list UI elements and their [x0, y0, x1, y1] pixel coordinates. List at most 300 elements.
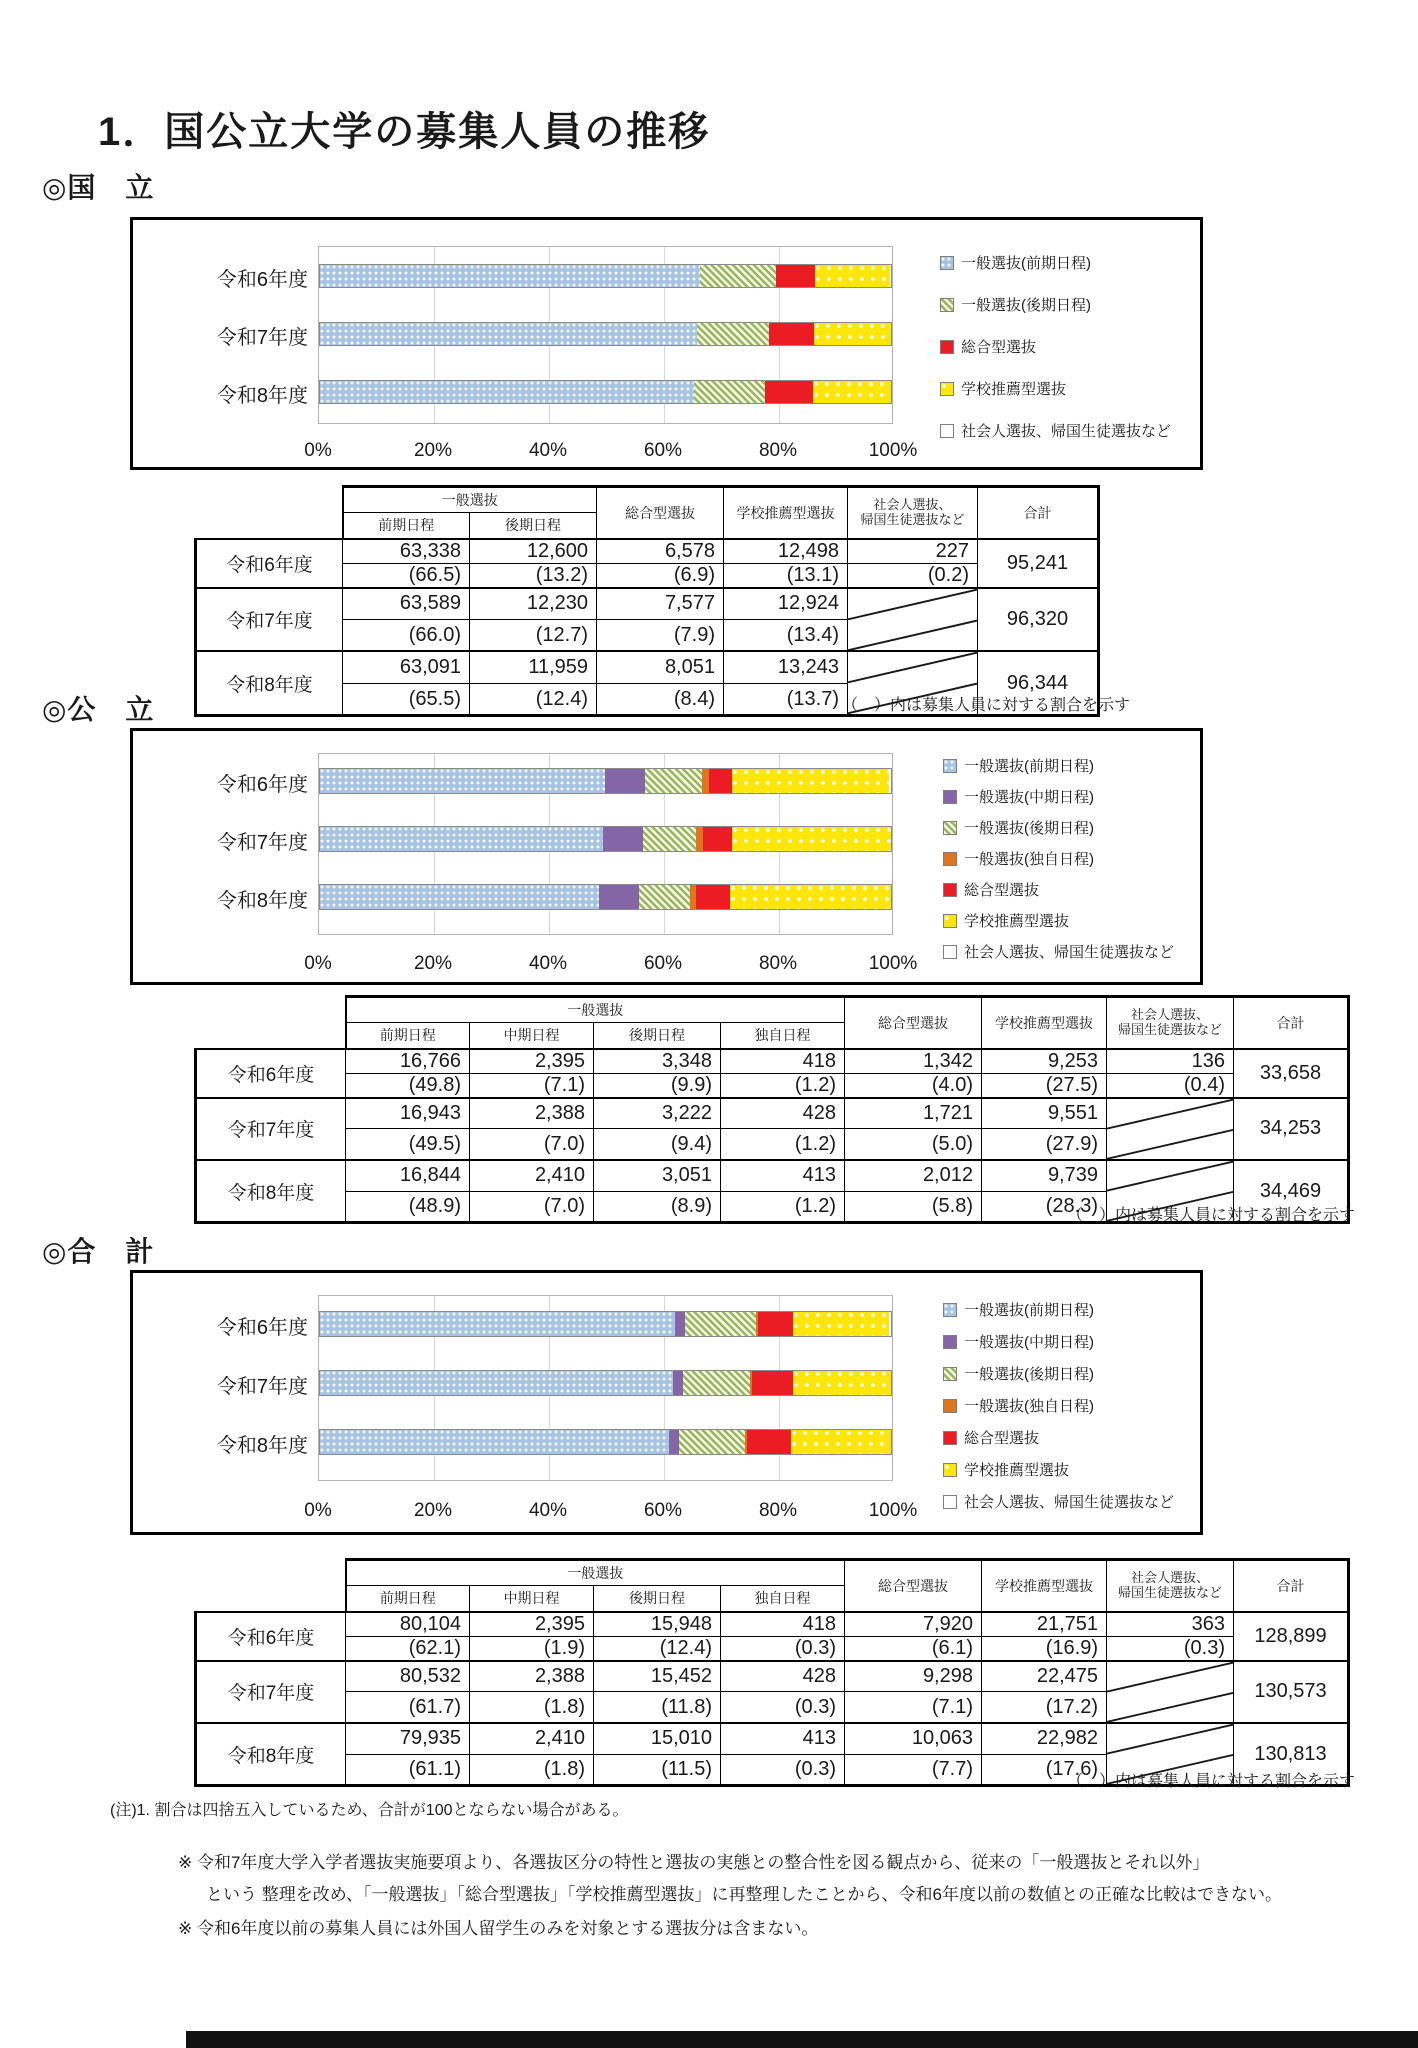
count-cell: 80,104 — [346, 1612, 470, 1637]
legend-item — [940, 294, 1091, 315]
count-cell: 16,766 — [346, 1049, 470, 1074]
stacked-bar — [319, 826, 892, 852]
bar-segment-zenki — [320, 1371, 673, 1395]
subheader-cell: 前期日程 — [346, 1023, 470, 1049]
year-cell: 令和6年度 — [196, 539, 343, 588]
count-cell: 63,338 — [343, 539, 470, 564]
bar-segment-sougou — [696, 885, 729, 909]
diagonal-cell — [848, 588, 978, 652]
stacked-bar — [319, 768, 892, 794]
bar-segment-sougou — [765, 381, 813, 403]
axis-tick-label: 20% — [413, 953, 453, 974]
bar-category-label: 令和6年度 — [216, 1317, 308, 1339]
total-cell: 34,469 — [1234, 1160, 1349, 1223]
legend-swatch-suisen — [943, 1463, 957, 1477]
section-heading-national: ◎国 立 — [42, 172, 155, 203]
subheader-cell: 後期日程 — [470, 513, 597, 539]
percent-cell: (4.0) — [845, 1073, 982, 1098]
percent-cell: (12.7) — [470, 619, 597, 651]
subheader-cell: 中期日程 — [470, 1023, 594, 1049]
bar-segment-sougou — [752, 1371, 793, 1395]
subheader-cell: 前期日程 — [343, 513, 470, 539]
legend-item — [943, 910, 1069, 931]
subheader-cell: 中期日程 — [470, 1586, 594, 1612]
year-cell: 令和7年度 — [196, 1098, 346, 1160]
bar-segment-zenki — [320, 1312, 675, 1336]
legend-item — [943, 1363, 1094, 1384]
legend-swatch-dokuji — [943, 1399, 957, 1413]
bar-segment-chuki — [605, 769, 646, 793]
count-cell: 8,051 — [597, 651, 724, 683]
count-cell: 418 — [721, 1612, 845, 1637]
percent-cell: (27.9) — [982, 1129, 1107, 1160]
header-general: 一般選抜 — [343, 487, 597, 513]
percent-cell: (0.3) — [721, 1754, 845, 1786]
subheader-cell: 独自日程 — [721, 1586, 845, 1612]
stacked-bar — [319, 1311, 892, 1337]
axis-tick-label: 20% — [413, 1500, 453, 1521]
bar-segment-chuki — [669, 1430, 679, 1454]
diagonal-strike — [1107, 1662, 1233, 1722]
bar-category-label: 令和6年度 — [216, 774, 308, 796]
percent-cell: (62.1) — [346, 1636, 470, 1661]
legend-item — [943, 1331, 1094, 1352]
total-cell: 96,320 — [978, 588, 1099, 652]
header-cell: 総合型選抜 — [845, 1560, 982, 1612]
percent-cell: (7.0) — [470, 1129, 594, 1160]
diagonal-cell — [1107, 1661, 1234, 1723]
bar-segment-suisen — [813, 381, 891, 403]
percent-cell: (1.9) — [470, 1636, 594, 1661]
bar-category-label: 令和8年度 — [216, 385, 308, 407]
legend-item-label: 社会人選抜、帰国生徒選抜など — [964, 944, 1175, 961]
table-header-row — [196, 487, 1099, 513]
count-cell: 428 — [721, 1098, 845, 1129]
bar-segment-suisen — [730, 885, 891, 909]
percent-cell: (11.5) — [594, 1754, 721, 1786]
count-cell: 2,395 — [470, 1049, 594, 1074]
bar-segment-shakai — [889, 769, 891, 793]
ratio-note-public: （ ）内は募集人員に対する割合を示す — [1066, 1207, 1355, 1224]
legend-item-label: 一般選抜(独自日程) — [964, 851, 1094, 868]
corner-empty-cell — [196, 1560, 346, 1612]
percent-cell: (1.8) — [470, 1692, 594, 1723]
legend-item-label: 一般選抜(前期日程) — [961, 255, 1091, 272]
header-cell: 総合型選抜 — [845, 997, 982, 1049]
bar-segment-zenki — [320, 265, 700, 287]
legend-swatch-chuki — [943, 790, 957, 804]
year-cell: 令和7年度 — [196, 1661, 346, 1723]
table-header-row — [196, 1560, 1349, 1586]
bar-segment-kouki — [694, 381, 765, 403]
legend-item — [943, 941, 1174, 962]
plot-area — [318, 246, 893, 424]
percent-cell: (7.7) — [845, 1754, 982, 1786]
percent-cell: (0.3) — [1107, 1636, 1234, 1661]
percent-cell: (17.6) — [982, 1754, 1107, 1786]
count-cell: 6,578 — [597, 539, 724, 564]
legend-item — [940, 378, 1066, 399]
legend-item-label: 一般選抜(後期日程) — [964, 1366, 1094, 1383]
percent-cell: (5.8) — [845, 1191, 982, 1223]
ratio-note-total: （ ）内は募集人員に対する割合を示す — [1066, 1773, 1355, 1790]
ratio-note-national: （ ）内は募集人員に対する割合を示す — [841, 697, 1130, 714]
bar-segment-kouki — [697, 323, 770, 345]
percent-cell: (13.2) — [470, 563, 597, 588]
bar-segment-sougou — [747, 1430, 791, 1454]
percent-cell: (1.2) — [721, 1073, 845, 1098]
bar-segment-suisen — [815, 265, 890, 287]
legend-swatch-shakai — [943, 1495, 957, 1509]
count-cell: 2,410 — [470, 1723, 594, 1754]
axis-tick-label: 60% — [643, 440, 683, 461]
table-row-counts — [196, 1661, 1349, 1692]
legend-swatch-zenki — [940, 256, 954, 270]
header-cell: 総合型選抜 — [597, 487, 724, 539]
count-cell: 227 — [848, 539, 978, 564]
year-cell: 令和8年度 — [196, 651, 343, 715]
count-cell: 16,844 — [346, 1160, 470, 1191]
bar-segment-zenki — [320, 769, 605, 793]
legend-item-label: 一般選抜(前期日程) — [964, 758, 1094, 775]
axis-tick-label: 100% — [868, 1500, 918, 1521]
header-cell: 学校推薦型選抜 — [724, 487, 848, 539]
percent-cell: (49.5) — [346, 1129, 470, 1160]
header-general: 一般選抜 — [346, 997, 845, 1023]
percent-cell: (66.5) — [343, 563, 470, 588]
count-cell: 12,498 — [724, 539, 848, 564]
count-cell: 1,721 — [845, 1098, 982, 1129]
total-cell: 96,344 — [978, 651, 1099, 715]
count-cell: 9,298 — [845, 1661, 982, 1692]
percent-cell: (0.3) — [721, 1692, 845, 1723]
count-cell: 80,532 — [346, 1661, 470, 1692]
bar-category-label: 令和7年度 — [216, 832, 308, 854]
percent-cell: (7.0) — [470, 1191, 594, 1223]
legend-swatch-suisen — [940, 382, 954, 396]
legend-item-label: 学校推薦型選抜 — [964, 913, 1070, 930]
header-cell: 学校推薦型選抜 — [982, 997, 1107, 1049]
count-cell: 413 — [721, 1160, 845, 1191]
note-foreign-students: ※ 令和6年度以前の募集人員には外国人留学生のみを対象とする選抜分は含まない。 — [178, 1919, 819, 1938]
legend-swatch-shakai — [943, 945, 957, 959]
subheader-cell: 後期日程 — [594, 1586, 721, 1612]
legend-item-label: 総合型選抜 — [961, 339, 1037, 356]
bar-segment-suisen — [814, 323, 891, 345]
year-cell: 令和6年度 — [196, 1049, 346, 1098]
axis-tick-label: 80% — [758, 1500, 798, 1521]
count-cell: 15,010 — [594, 1723, 721, 1754]
footer-black-bar — [186, 2031, 1418, 2048]
count-cell: 63,589 — [343, 588, 470, 620]
percent-cell: (9.9) — [594, 1073, 721, 1098]
page-title: 1．国公立大学の募集人員の推移 — [98, 110, 711, 154]
bar-segment-kouki — [679, 1430, 745, 1454]
axis-tick-label: 60% — [643, 953, 683, 974]
percent-cell: (0.4) — [1107, 1073, 1234, 1098]
legend-swatch-shakai — [940, 424, 954, 438]
legend-item-label: 総合型選抜 — [964, 882, 1040, 899]
table-row-counts — [196, 1160, 1349, 1191]
legend-item-label: 一般選抜(後期日程) — [964, 820, 1094, 837]
bar-category-label: 令和7年度 — [216, 327, 308, 349]
count-cell: 63,091 — [343, 651, 470, 683]
table-row-counts — [196, 539, 1099, 564]
stacked-bar — [319, 322, 892, 346]
bar-segment-suisen — [793, 1371, 891, 1395]
section-heading-public: ◎公 立 — [42, 694, 155, 725]
axis-tick-label: 60% — [643, 1500, 683, 1521]
count-cell: 2,410 — [470, 1160, 594, 1191]
legend-item — [943, 817, 1094, 838]
bar-segment-chuki — [675, 1312, 686, 1336]
legend-item — [940, 252, 1091, 273]
count-cell: 11,959 — [470, 651, 597, 683]
count-cell: 363 — [1107, 1612, 1234, 1637]
stacked-bar — [319, 264, 892, 288]
percent-cell: (48.9) — [346, 1191, 470, 1223]
axis-tick-label: 100% — [868, 440, 918, 461]
count-cell: 16,943 — [346, 1098, 470, 1129]
percent-cell: (9.4) — [594, 1129, 721, 1160]
bar-segment-kouki — [700, 265, 775, 287]
bar-segment-kouki — [639, 885, 690, 909]
bar-segment-chuki — [673, 1371, 683, 1395]
legend-swatch-kouki — [943, 821, 957, 835]
legend-item — [943, 755, 1094, 776]
axis-tick-label: 0% — [304, 1500, 332, 1521]
count-cell: 12,924 — [724, 588, 848, 620]
percent-cell: (1.8) — [470, 1754, 594, 1786]
legend-item-label: 社会人選抜、帰国生徒選抜など — [961, 423, 1172, 440]
percent-cell: (17.2) — [982, 1692, 1107, 1723]
diagonal-strike — [1107, 1099, 1233, 1159]
percent-cell: (1.2) — [721, 1129, 845, 1160]
percent-cell: (8.9) — [594, 1191, 721, 1223]
percent-cell: (7.1) — [845, 1692, 982, 1723]
axis-tick-label: 0% — [304, 440, 332, 461]
percent-cell: (1.2) — [721, 1191, 845, 1223]
percent-cell: (49.8) — [346, 1073, 470, 1098]
section-heading-total: ◎合 計 — [42, 1236, 155, 1267]
total-cell: 33,658 — [1234, 1049, 1349, 1098]
table-row-counts — [196, 1049, 1349, 1074]
count-cell: 15,948 — [594, 1612, 721, 1637]
year-cell: 令和7年度 — [196, 588, 343, 652]
note-reform-line1: ※ 令和7年度大学入学者選抜実施要項より、各選抜区分の特性と選抜の実態との整合性を図る観点から、従来の「一般選抜とそれ以外」 — [178, 1853, 1210, 1872]
legend-item-label: 一般選抜(後期日程) — [961, 297, 1091, 314]
legend-item — [943, 848, 1094, 869]
percent-cell: (13.7) — [724, 683, 848, 716]
count-cell: 2,388 — [470, 1661, 594, 1692]
total-cell: 130,813 — [1234, 1723, 1349, 1786]
legend-swatch-kouki — [940, 298, 954, 312]
year-cell: 令和8年度 — [196, 1160, 346, 1223]
axis-tick-label: 20% — [413, 440, 453, 461]
header-other: 社会人選抜、 帰国生徒選抜など — [1107, 1560, 1234, 1612]
legend-item-label: 一般選抜(独自日程) — [964, 1398, 1094, 1415]
count-cell: 428 — [721, 1661, 845, 1692]
stacked-bar — [319, 1429, 892, 1455]
count-cell: 12,600 — [470, 539, 597, 564]
count-cell: 22,475 — [982, 1661, 1107, 1692]
bar-segment-sougou — [758, 1312, 793, 1336]
count-cell: 10,063 — [845, 1723, 982, 1754]
percent-cell: (6.9) — [597, 563, 724, 588]
header-total: 合計 — [978, 487, 1099, 539]
percent-cell: (6.1) — [845, 1636, 982, 1661]
bar-segment-zenki — [320, 827, 603, 851]
legend-item-label: 一般選抜(前期日程) — [964, 1302, 1094, 1319]
subheader-cell: 前期日程 — [346, 1586, 470, 1612]
data-table-total — [194, 1558, 1350, 1787]
legend-item — [943, 1427, 1039, 1448]
plot-area — [318, 753, 893, 935]
header-total: 合計 — [1234, 997, 1349, 1049]
table-row-percents — [196, 1636, 1349, 1661]
legend-item — [940, 336, 1036, 357]
legend-swatch-dokuji — [943, 852, 957, 866]
count-cell: 3,051 — [594, 1160, 721, 1191]
table-row-counts — [196, 588, 1099, 620]
legend-item — [943, 1459, 1069, 1480]
percent-cell: (66.0) — [343, 619, 470, 651]
bar-segment-zenki — [320, 381, 694, 403]
count-cell: 2,012 — [845, 1160, 982, 1191]
percent-cell: (7.1) — [470, 1073, 594, 1098]
legend-item — [943, 879, 1039, 900]
bar-segment-sougou — [776, 265, 815, 287]
count-cell: 3,222 — [594, 1098, 721, 1129]
bar-segment-suisen — [732, 827, 891, 851]
table-row-counts — [196, 651, 1099, 683]
legend-item-label: 社会人選抜、帰国生徒選抜など — [964, 1494, 1175, 1511]
diagonal-strike — [848, 589, 977, 651]
bar-segment-dokuji — [690, 885, 697, 909]
header-other: 社会人選抜、 帰国生徒選抜など — [1107, 997, 1234, 1049]
bar-segment-suisen — [791, 1430, 892, 1454]
bar-segment-dokuji — [696, 827, 703, 851]
legend-swatch-chuki — [943, 1335, 957, 1349]
stacked-bar — [319, 884, 892, 910]
bar-segment-kouki — [645, 769, 702, 793]
bar-category-label: 令和7年度 — [216, 1376, 308, 1398]
percent-cell: (12.4) — [470, 683, 597, 716]
percent-cell: (13.4) — [724, 619, 848, 651]
stacked-bar — [319, 380, 892, 404]
corner-empty-cell — [196, 487, 343, 539]
count-cell: 1,342 — [845, 1049, 982, 1074]
count-cell: 9,551 — [982, 1098, 1107, 1129]
bar-segment-kouki — [683, 1371, 750, 1395]
header-total: 合計 — [1234, 1560, 1349, 1612]
bar-segment-sougou — [709, 769, 732, 793]
data-table-public — [194, 995, 1350, 1224]
percent-cell: (28.3) — [982, 1191, 1107, 1223]
bar-segment-kouki — [643, 827, 697, 851]
legend-item — [943, 786, 1094, 807]
count-cell: 2,388 — [470, 1098, 594, 1129]
bar-segment-chuki — [603, 827, 643, 851]
legend-swatch-sougou — [943, 883, 957, 897]
bar-category-label: 令和8年度 — [216, 890, 308, 912]
axis-tick-label: 40% — [528, 1500, 568, 1521]
diagonal-cell — [1107, 1098, 1234, 1160]
percent-cell: (5.0) — [845, 1129, 982, 1160]
axis-tick-label: 80% — [758, 440, 798, 461]
table-row-percents — [196, 1073, 1349, 1098]
legend-item-label: 一般選抜(中期日程) — [964, 789, 1094, 806]
count-cell: 2,395 — [470, 1612, 594, 1637]
bar-segment-chuki — [599, 885, 639, 909]
bar-segment-sougou — [769, 323, 814, 345]
count-cell: 7,920 — [845, 1612, 982, 1637]
count-cell: 13,243 — [724, 651, 848, 683]
percent-cell: (11.8) — [594, 1692, 721, 1723]
bar-segment-sougou — [703, 827, 732, 851]
legend-item-label: 一般選抜(中期日程) — [964, 1334, 1094, 1351]
total-cell: 128,899 — [1234, 1612, 1349, 1661]
legend-swatch-suisen — [943, 914, 957, 928]
data-table-national — [194, 485, 1100, 717]
legend-item-label: 総合型選抜 — [964, 1430, 1040, 1447]
axis-tick-label: 80% — [758, 953, 798, 974]
bar-segment-kouki — [685, 1312, 756, 1336]
header-other: 社会人選抜、 帰国生徒選抜など — [848, 487, 978, 539]
percent-cell: (8.4) — [597, 683, 724, 716]
axis-tick-label: 100% — [868, 953, 918, 974]
percent-cell: (61.1) — [346, 1754, 470, 1786]
legend-item-label: 学校推薦型選抜 — [964, 1462, 1070, 1479]
bar-segment-zenki — [320, 323, 697, 345]
total-cell: 34,253 — [1234, 1098, 1349, 1160]
header-general: 一般選抜 — [346, 1560, 845, 1586]
subheader-cell: 独自日程 — [721, 1023, 845, 1049]
legend-swatch-sougou — [943, 1431, 957, 1445]
count-cell: 9,739 — [982, 1160, 1107, 1191]
legend-item — [940, 420, 1171, 441]
percent-cell: (0.2) — [848, 563, 978, 588]
percent-cell: (27.5) — [982, 1073, 1107, 1098]
legend-swatch-zenki — [943, 1303, 957, 1317]
bar-category-label: 令和8年度 — [216, 1435, 308, 1457]
bar-segment-shakai — [890, 265, 891, 287]
count-cell: 9,253 — [982, 1049, 1107, 1074]
axis-tick-label: 0% — [304, 953, 332, 974]
total-cell: 130,573 — [1234, 1661, 1349, 1723]
count-cell: 136 — [1107, 1049, 1234, 1074]
count-cell: 3,348 — [594, 1049, 721, 1074]
table-row-counts — [196, 1612, 1349, 1637]
percent-cell: (16.9) — [982, 1636, 1107, 1661]
year-cell: 令和6年度 — [196, 1612, 346, 1661]
plot-area — [318, 1295, 893, 1481]
bar-segment-zenki — [320, 1430, 669, 1454]
corner-empty-cell — [196, 997, 346, 1049]
bar-segment-zenki — [320, 885, 599, 909]
count-cell: 12,230 — [470, 588, 597, 620]
table-row-counts — [196, 1723, 1349, 1754]
percent-cell: (7.9) — [597, 619, 724, 651]
note-reform-line2: という 整理を改め、「一般選抜」「総合型選抜」「学校推薦型選抜」に再整理したことから、令和6年度以前の数値との正確な比較はできない。 — [206, 1885, 1282, 1904]
percent-cell: (61.7) — [346, 1692, 470, 1723]
count-cell: 418 — [721, 1049, 845, 1074]
chart-public — [130, 728, 1203, 985]
legend-swatch-sougou — [940, 340, 954, 354]
chart-national — [130, 217, 1203, 470]
bar-segment-suisen — [793, 1312, 890, 1336]
percent-cell: (12.4) — [594, 1636, 721, 1661]
